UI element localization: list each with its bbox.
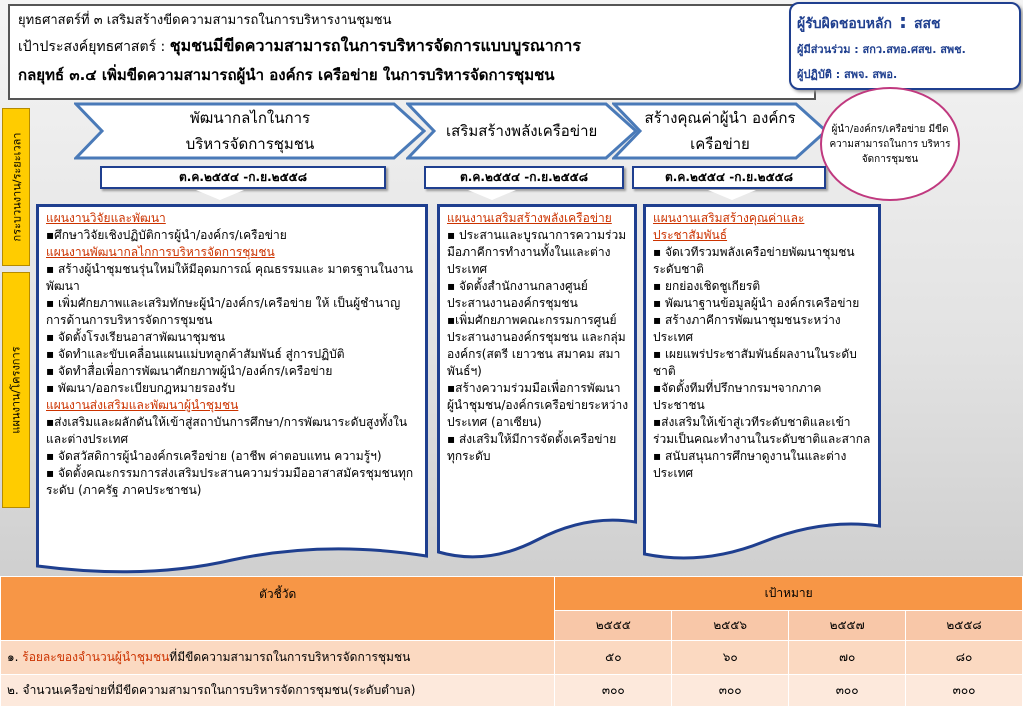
arrow-1-line2: บริหารจัดการชุมชน <box>185 135 315 153</box>
target-value: ๓๐๐ <box>906 675 1023 707</box>
panel-2-item: ▪สร้างความร่วมมือเพื่อการพัฒนาผู้นำชุมชน/องค์กรเครือข่ายระหว่างประเทศ (อาเซียน) <box>447 381 629 429</box>
plan-panel-2 <box>437 204 637 572</box>
panel-1-item: ▪ จัดตั้งคณะกรรมการส่งเสริมประสานความร่วมมืออาสาสมัครชุมชนทุกระดับ (ภาครัฐ ภาคประชาชน) <box>46 466 414 497</box>
tactic-line: กลยุทธ์ ๓.๔ เพิ่มขีดความสามารถผู้นำ องค์กร เครือข่าย ในการบริหารจัดการชุมชน <box>18 66 555 84</box>
indicator-1-highlight: ร้อยละของจำนวนผู้นำชุมชน <box>22 650 170 664</box>
indicator-1 <box>1 641 555 675</box>
indicator-1-num: ๑. <box>7 650 23 664</box>
main-responsible-colon: : <box>892 9 914 33</box>
plan-panel-1 <box>36 204 428 580</box>
panel-3-item: ▪ ยกย่องเชิดชูเกียรติ <box>653 279 761 293</box>
target-header: เป้าหมาย <box>555 577 1023 611</box>
year-header: ๒๕๕๕ <box>555 611 672 641</box>
arrow-2-line1: เสริมสร้างพลังเครือข่าย <box>446 122 598 140</box>
pointer-2 <box>468 190 516 200</box>
doer: ผู้ปฏิบัติ : สพจ. สพอ. <box>797 68 898 81</box>
panel-1-item: ▪ เพิ่มศักยภาพและเสริมทักษะผู้นำ/องค์กร/เครือข่าย ให้ เป็นผู้ชำนาญการด้านการบริหารจัดการชุมชน <box>46 296 401 327</box>
goal-circle <box>820 87 960 201</box>
year-header: ๒๕๕๘ <box>906 611 1023 641</box>
side-label-process-text: กระบวนงาน/ระยะเวลา <box>10 132 24 242</box>
process-arrow-1 <box>74 102 426 160</box>
panel-1-item: ▪ศึกษาวิจัยเชิงปฏิบัติการผู้นำ/องค์กร/เครือข่าย <box>46 228 287 242</box>
panel-3-item: ▪ สร้างภาคีการพัฒนาชุมชนระหว่างประเทศ <box>653 313 841 344</box>
panel-3-item: ▪ เผยแพร่ประชาสัมพันธ์ผลงานในระดับชาติ <box>653 347 857 378</box>
side-label-plan-text: แผนงาน/โครงการ <box>10 346 23 434</box>
main-responsible-label: ผู้รับผิดชอบหลัก <box>797 16 892 32</box>
panel-2-heading: แผนงานเสริมสร้างพลังเครือข่าย <box>447 211 612 225</box>
target-value: ๖๐ <box>672 641 789 675</box>
period-2: ต.ค.๒๕๕๔ -ก.ย.๒๕๕๘ <box>424 166 624 189</box>
panel-1-item: ▪ส่งเสริมและผลักดันให้เข้าสู่สถาบันการศึกษา/การพัฒนาระดับสูงทั้งในและต่างประเทศ <box>46 415 408 446</box>
process-arrow-3 <box>612 102 828 160</box>
strategy-title: ยุทธศาสตร์ที่ ๓ เสริมสร้างขีดความสามารถในการบริหารงานชุมชน <box>18 13 392 28</box>
arrow-3-line2: เครือข่าย <box>690 135 750 153</box>
panel-1-item: ▪ พัฒนา/ออกระเบียบกฎหมายรองรับ <box>46 381 236 395</box>
pointer-3 <box>708 190 756 200</box>
panel-1-item: ▪ สร้างผู้นำชุมชนรุ่นใหม่ให้มีอุดมการณ์ คุณธรรมและ มาตรฐานในงานพัฒนา <box>46 262 413 293</box>
panel-1-heading-3: แผนงานส่งเสริมและพัฒนาผู้นำชุมชน <box>46 398 239 412</box>
goal-prefix: เป้าประสงค์ยุทธศาสตร์ : <box>18 39 170 55</box>
arrow-1-line1: พัฒนากลไกในการ <box>189 109 311 127</box>
table-row <box>1 641 1023 675</box>
panel-1-item: ▪ จัดทำสื่อเพื่อการพัฒนาศักยภาพผู้นำ/องค์กร/เครือข่าย <box>46 364 333 378</box>
pointer-1 <box>196 190 244 200</box>
year-header: ๒๕๕๖ <box>672 611 789 641</box>
process-arrow-2 <box>406 102 638 160</box>
table-row <box>1 675 1023 707</box>
panel-3-item: ▪ส่งเสริมให้เข้าสู่เวทีระดับชาติและเข้าร่วมเป็นคณะทำงานในระดับชาติและสากล <box>653 415 871 446</box>
panel-3-item: ▪ จัดเวทีรวมพลังเครือข่ายพัฒนาชุมชนระดับชาติ <box>653 245 855 276</box>
goal-text: ชุมชนมีขีดความสามารถในการบริหารจัดการแบบบูรณาการ <box>169 36 581 55</box>
target-value: ๕๐ <box>555 641 672 675</box>
panel-1-item: ▪ จัดทำและขับเคลื่อนแผนแม่บทลูกค้าสัมพันธ์ สู่การปฏิบัติ <box>46 347 345 361</box>
goal-circle-text: ผู้นำ/องค์กร/เครือข่าย มีขีดความสามารถในการ บริหารจัดการชุมชน <box>829 123 951 165</box>
strategy-header <box>8 4 816 100</box>
panel-1-heading-1: แผนงานวิจัยและพัฒนา <box>46 211 166 225</box>
period-3: ต.ค.๒๕๕๔ -ก.ย.๒๕๕๘ <box>632 166 826 189</box>
panel-2-item: ▪ จัดตั้งสำนักงานกลางศูนย์ประสานงานองค์กรชุมชน <box>447 279 588 310</box>
panel-2-item: ▪ ส่งเสริมให้มีการจัดตั้งเครือข่ายทุกระดับ <box>447 432 617 463</box>
side-label-process <box>2 108 30 266</box>
main-responsible <box>797 8 1013 37</box>
panel-3-item: ▪ พัฒนาฐานข้อมูลผู้นำ องค์กรเครือข่าย <box>653 296 860 310</box>
goal-line <box>18 32 806 61</box>
panel-2-item: ▪ ประสานและบูรณาการความร่วมมือภาคีการทำงานทั้งในและต่างประเทศ <box>447 228 627 276</box>
indicator-2: ๒. จำนวนเครือข่ายที่มีขีดความสามารถในการบริหารจัดการชุมชน(ระดับตำบล) <box>1 675 555 707</box>
year-header: ๒๕๕๗ <box>789 611 906 641</box>
plan-panel-3 <box>643 204 881 572</box>
co-responsible: ผู้มีส่วนร่วม : สกว.สทอ.ศสข. สพช. <box>797 43 966 56</box>
panel-3-heading: แผนงานเสริมสร้างคุณค่าและประชาสัมพันธ์ <box>653 211 805 242</box>
responsible-box <box>789 2 1021 90</box>
target-value: ๓๐๐ <box>789 675 906 707</box>
main-responsible-value: สสช <box>913 16 941 32</box>
arrow-3-line1: สร้างคุณค่าผู้นำ องค์กร <box>644 109 796 127</box>
side-label-plan <box>2 272 30 508</box>
panel-2-item: ▪เพิ่มศักยภาพคณะกรรมการศูนย์ประสานงานองค์กรชุมชน และกลุ่มองค์กร(สตรี เยาวชน สมาคม สมาพันธ์ฯ) <box>447 313 626 378</box>
panel-3-item: ▪จัดตั้งทีมที่ปรึกษากรมฯจากภาคประชาชน <box>653 381 822 412</box>
indicator-1-rest: ที่มีขีดความสามารถในการบริหารจัดการชุมชน <box>169 650 411 664</box>
period-1: ต.ค.๒๕๕๔ -ก.ย.๒๕๕๘ <box>100 166 386 189</box>
panel-1-item: ▪ จัดตั้งโรงเรียนอาสาพัฒนาชุมชน <box>46 330 226 344</box>
target-value: ๓๐๐ <box>555 675 672 707</box>
panel-1-item: ▪ จัดสวัสดิการผู้นำองค์กรเครือข่าย (อาชีพ ค่าตอบแทน ความรู้ฯ) <box>46 449 382 463</box>
target-value: ๘๐ <box>906 641 1023 675</box>
panel-1-heading-2: แผนงานพัฒนากลไกการบริหารจัดการชุมชน <box>46 245 275 259</box>
kpi-table <box>0 576 1023 707</box>
target-value: ๗๐ <box>789 641 906 675</box>
indicator-header: ตัวชี้วัด <box>1 577 555 641</box>
panel-3-item: ▪ สนับสนุนการศึกษาดูงานในและต่างประเทศ <box>653 449 847 480</box>
target-value: ๓๐๐ <box>672 675 789 707</box>
